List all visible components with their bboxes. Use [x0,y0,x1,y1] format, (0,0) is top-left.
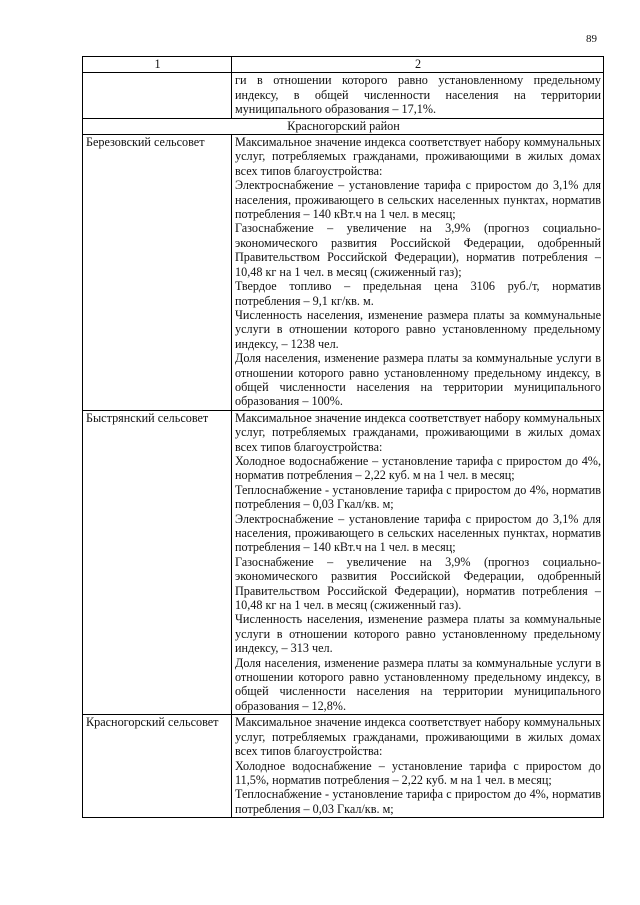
detail-paragraph: Максимальное значение индекса соответствует набору коммунальных услуг, потребляемых гражданами, проживающими в жилых домах всех типов благоустройства: [235,410,601,454]
table-row [83,410,604,715]
page-number: 89 [586,33,597,45]
municipality-name: Быстрянский сельсовет [83,410,232,715]
municipality-details [232,410,604,715]
detail-paragraph: Теплоснабжение - установление тарифа с приростом до 4%, норматив потребления – 0,03 Гкал/кв. м; [235,482,601,512]
detail-paragraph: Теплоснабжение - установление тарифа с приростом до 4%, норматив потребления – 0,03 Гкал/кв. м; [235,787,601,816]
column-header-2: 2 [232,57,604,73]
detail-paragraph: Численность населения, изменение размера платы за коммунальные услуги в отношении которого равно установленному предельному индексу, – 313 чел. [235,612,601,656]
detail-paragraph: Холодное водоснабжение – установление тарифа с приростом до 11,5%, норматив потребления – 2,22 куб. м на 1 чел. в месяц; [235,758,601,787]
district-row [83,118,604,134]
municipality-details [232,715,604,818]
detail-paragraph: Максимальное значение индекса соответствует набору коммунальных услуг, потребляемых гражданами, проживающими в жилых домах всех типов благоустройства: [235,135,601,178]
detail-paragraph: Максимальное значение индекса соответствует набору коммунальных услуг, потребляемых гражданами, проживающими в жилых домах всех типов благоустройства: [235,715,601,759]
detail-paragraph: Твердое топливо – предельная цена 3106 руб./т, норматив потребления – 9,1 кг/кв. м. [235,279,601,308]
table-row [83,135,604,411]
municipality-name: Березовский сельсовет [83,135,232,411]
detail-paragraph: Холодное водоснабжение – установление тарифа с приростом до 4%, норматив потребления – 2,22 куб. м на 1 чел. в месяц; [235,453,601,483]
table-row [83,715,604,818]
district-heading: Красногорский район [83,118,604,134]
detail-paragraph: Доля населения, изменение размера платы за коммунальные услуги в отношении которого равно установленному предельному индексу, в общей численности населения на территории муниципального образования – 100%. [235,351,601,409]
detail-paragraph: Электроснабжение – установление тарифа с приростом до 3,1% для населения, проживающего в сельских населенных пунктах, норматив потребления – 140 кВт.ч на 1 чел. в месяц; [235,511,601,555]
detail-paragraph: Доля населения, изменение размера платы за коммунальные услуги в отношении которого равно установленному предельному индексу, в общей численности населения на территории муниципального образования – 12,8%. [235,655,601,713]
column-header-row [83,57,604,73]
municipality-details [232,135,604,411]
detail-paragraph: Газоснабжение – увеличение на 3,9% (прогноз социально-экономического развития Российской Федерации, одобренный Правительством Российской Федерации), норматив потребления – 10,48 кг на 1 чел. в месяц (сжиженный газ); [235,221,601,279]
detail-paragraph: Газоснабжение – увеличение на 3,9% (прогноз социально-экономического развития Российской Федерации, одобренный Правительством Российской Федерации), норматив потребления – 10,48 кг на 1 чел. в месяц (сжиженный газ). [235,554,601,613]
continuation-text-cell [232,73,604,118]
column-header-1: 1 [83,57,232,73]
detail-paragraph: Численность населения, изменение размера платы за коммунальные услуги в отношении которого равно установленному предельному индексу, – 1238 чел. [235,307,601,351]
continuation-name-cell [83,73,232,118]
index-table [82,56,604,818]
municipality-name: Красногорский сельсовет [83,715,232,818]
detail-paragraph: Электроснабжение – установление тарифа с приростом до 3,1% для населения, проживающего в сельских населенных пунктах, норматив потребления – 140 кВт.ч на 1 чел. в месяц; [235,178,601,222]
continuation-row [83,73,604,118]
continuation-paragraph: ги в отношении которого равно установленному предельному индексу, в общей численности населения на территории муниципального образования – 17,1%. [235,73,601,117]
